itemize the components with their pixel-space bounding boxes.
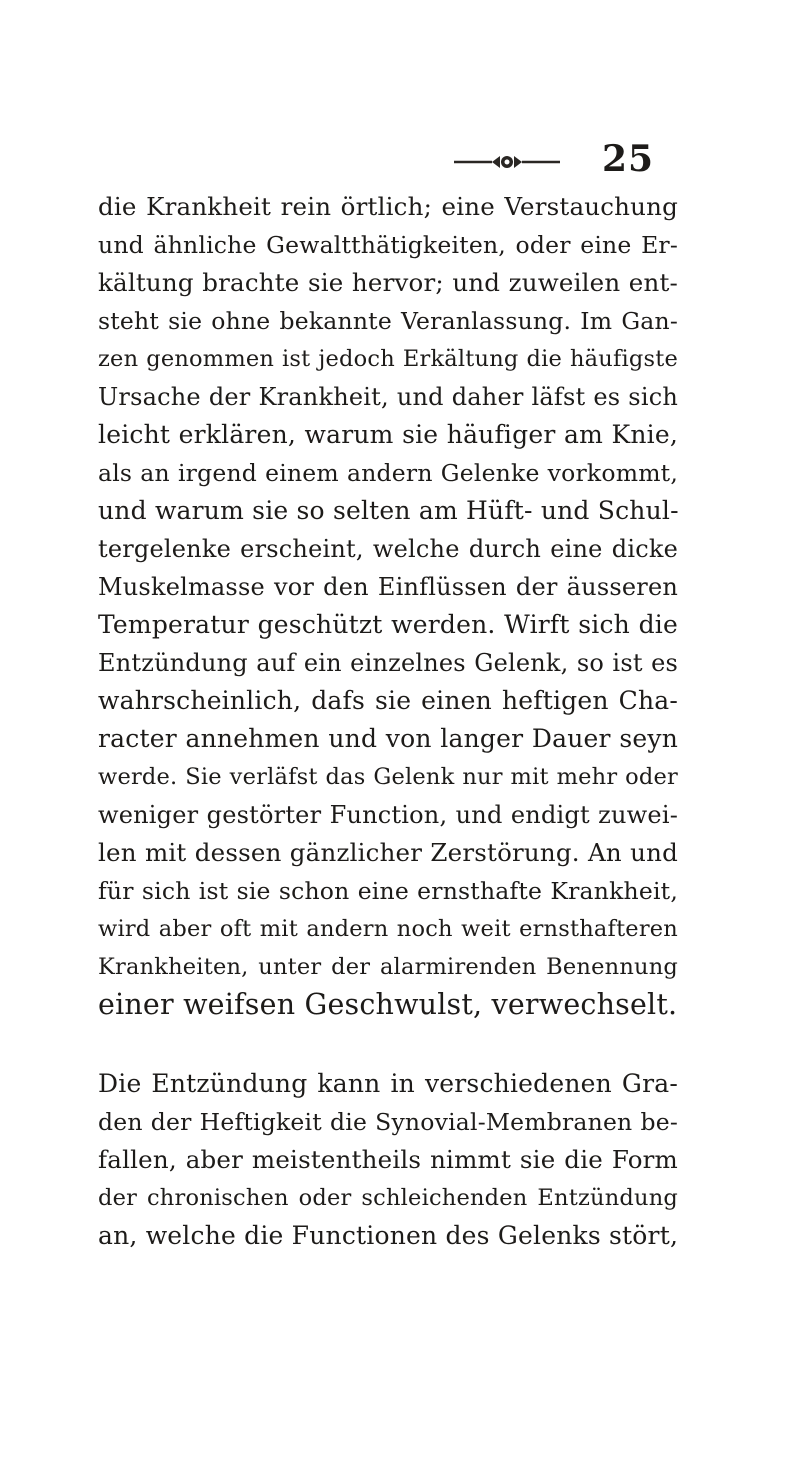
text-line: als an irgend einem andern Gelenke vorkommt, bbox=[98, 459, 678, 487]
page-header bbox=[0, 138, 800, 192]
text-line: Die Entzündung kann in verschiedenen Gra- bbox=[98, 1069, 678, 1098]
paragraph bbox=[98, 1065, 678, 1255]
text-line: tergelenke erscheint, welche durch eine dicke bbox=[98, 535, 678, 563]
paragraph bbox=[98, 188, 678, 1024]
text-line: wird aber oft mit andern noch weit ernsthafteren bbox=[98, 916, 678, 942]
text-line: racter annehmen und von langer Dauer seyn bbox=[98, 724, 678, 753]
text-line: steht sie ohne bekannte Veranlassung. Im Gan- bbox=[98, 307, 678, 335]
text-line: der chronischen oder schleichenden Entzündung bbox=[98, 1185, 678, 1211]
text-line: an, welche die Functionen des Gelenks stört, bbox=[98, 1221, 679, 1250]
text-line: kältung brachte sie hervor; und zuweilen ent- bbox=[98, 268, 678, 297]
text-line: und ähnliche Gewaltthätigkeiten, oder eine Er- bbox=[98, 231, 678, 259]
text-line: Krankheiten, unter der alarmirenden Benennung bbox=[98, 954, 678, 980]
text-line: weniger gestörter Function, und endigt zuwei- bbox=[98, 801, 678, 829]
text-line: Entzündung auf ein einzelnes Gelenk, so ist es bbox=[98, 649, 678, 677]
text-line: fallen, aber meistentheils nimmt sie die Form bbox=[98, 1145, 678, 1174]
text-line: einer weifsen Geschwulst, verwechselt. bbox=[98, 988, 678, 1021]
text-line: den der Heftigkeit die Synovial-Membranen be- bbox=[98, 1108, 678, 1136]
page-number: 25 bbox=[602, 138, 655, 180]
text-line: Ursache der Krankheit, und daher läfst es sich bbox=[98, 383, 678, 411]
text-line: wahrscheinlich, dafs sie einen heftigen Cha- bbox=[98, 686, 678, 715]
text-line: len mit dessen gänzlicher Zerstörung. An und bbox=[98, 838, 678, 867]
text-line: leicht erklären, warum sie häufiger am Knie, bbox=[98, 420, 678, 449]
decorative-rule-icon bbox=[452, 152, 562, 172]
text-line: werde. Sie verläfst das Gelenk nur mit mehr oder bbox=[98, 764, 678, 790]
text-line: die Krankheit rein örtlich; eine Verstauchung bbox=[98, 192, 678, 221]
text-line: zen genommen ist jedoch Erkältung die häufigste bbox=[98, 346, 678, 372]
text-line: Temperatur geschützt werden. Wirft sich die bbox=[98, 610, 678, 639]
text-line: Muskelmasse vor den Einflüssen der äusseren bbox=[98, 573, 678, 601]
text-line: und warum sie so selten am Hüft- und Schul- bbox=[98, 496, 679, 525]
text-line: für sich ist sie schon eine ernsthafte Krankheit, bbox=[98, 877, 678, 905]
